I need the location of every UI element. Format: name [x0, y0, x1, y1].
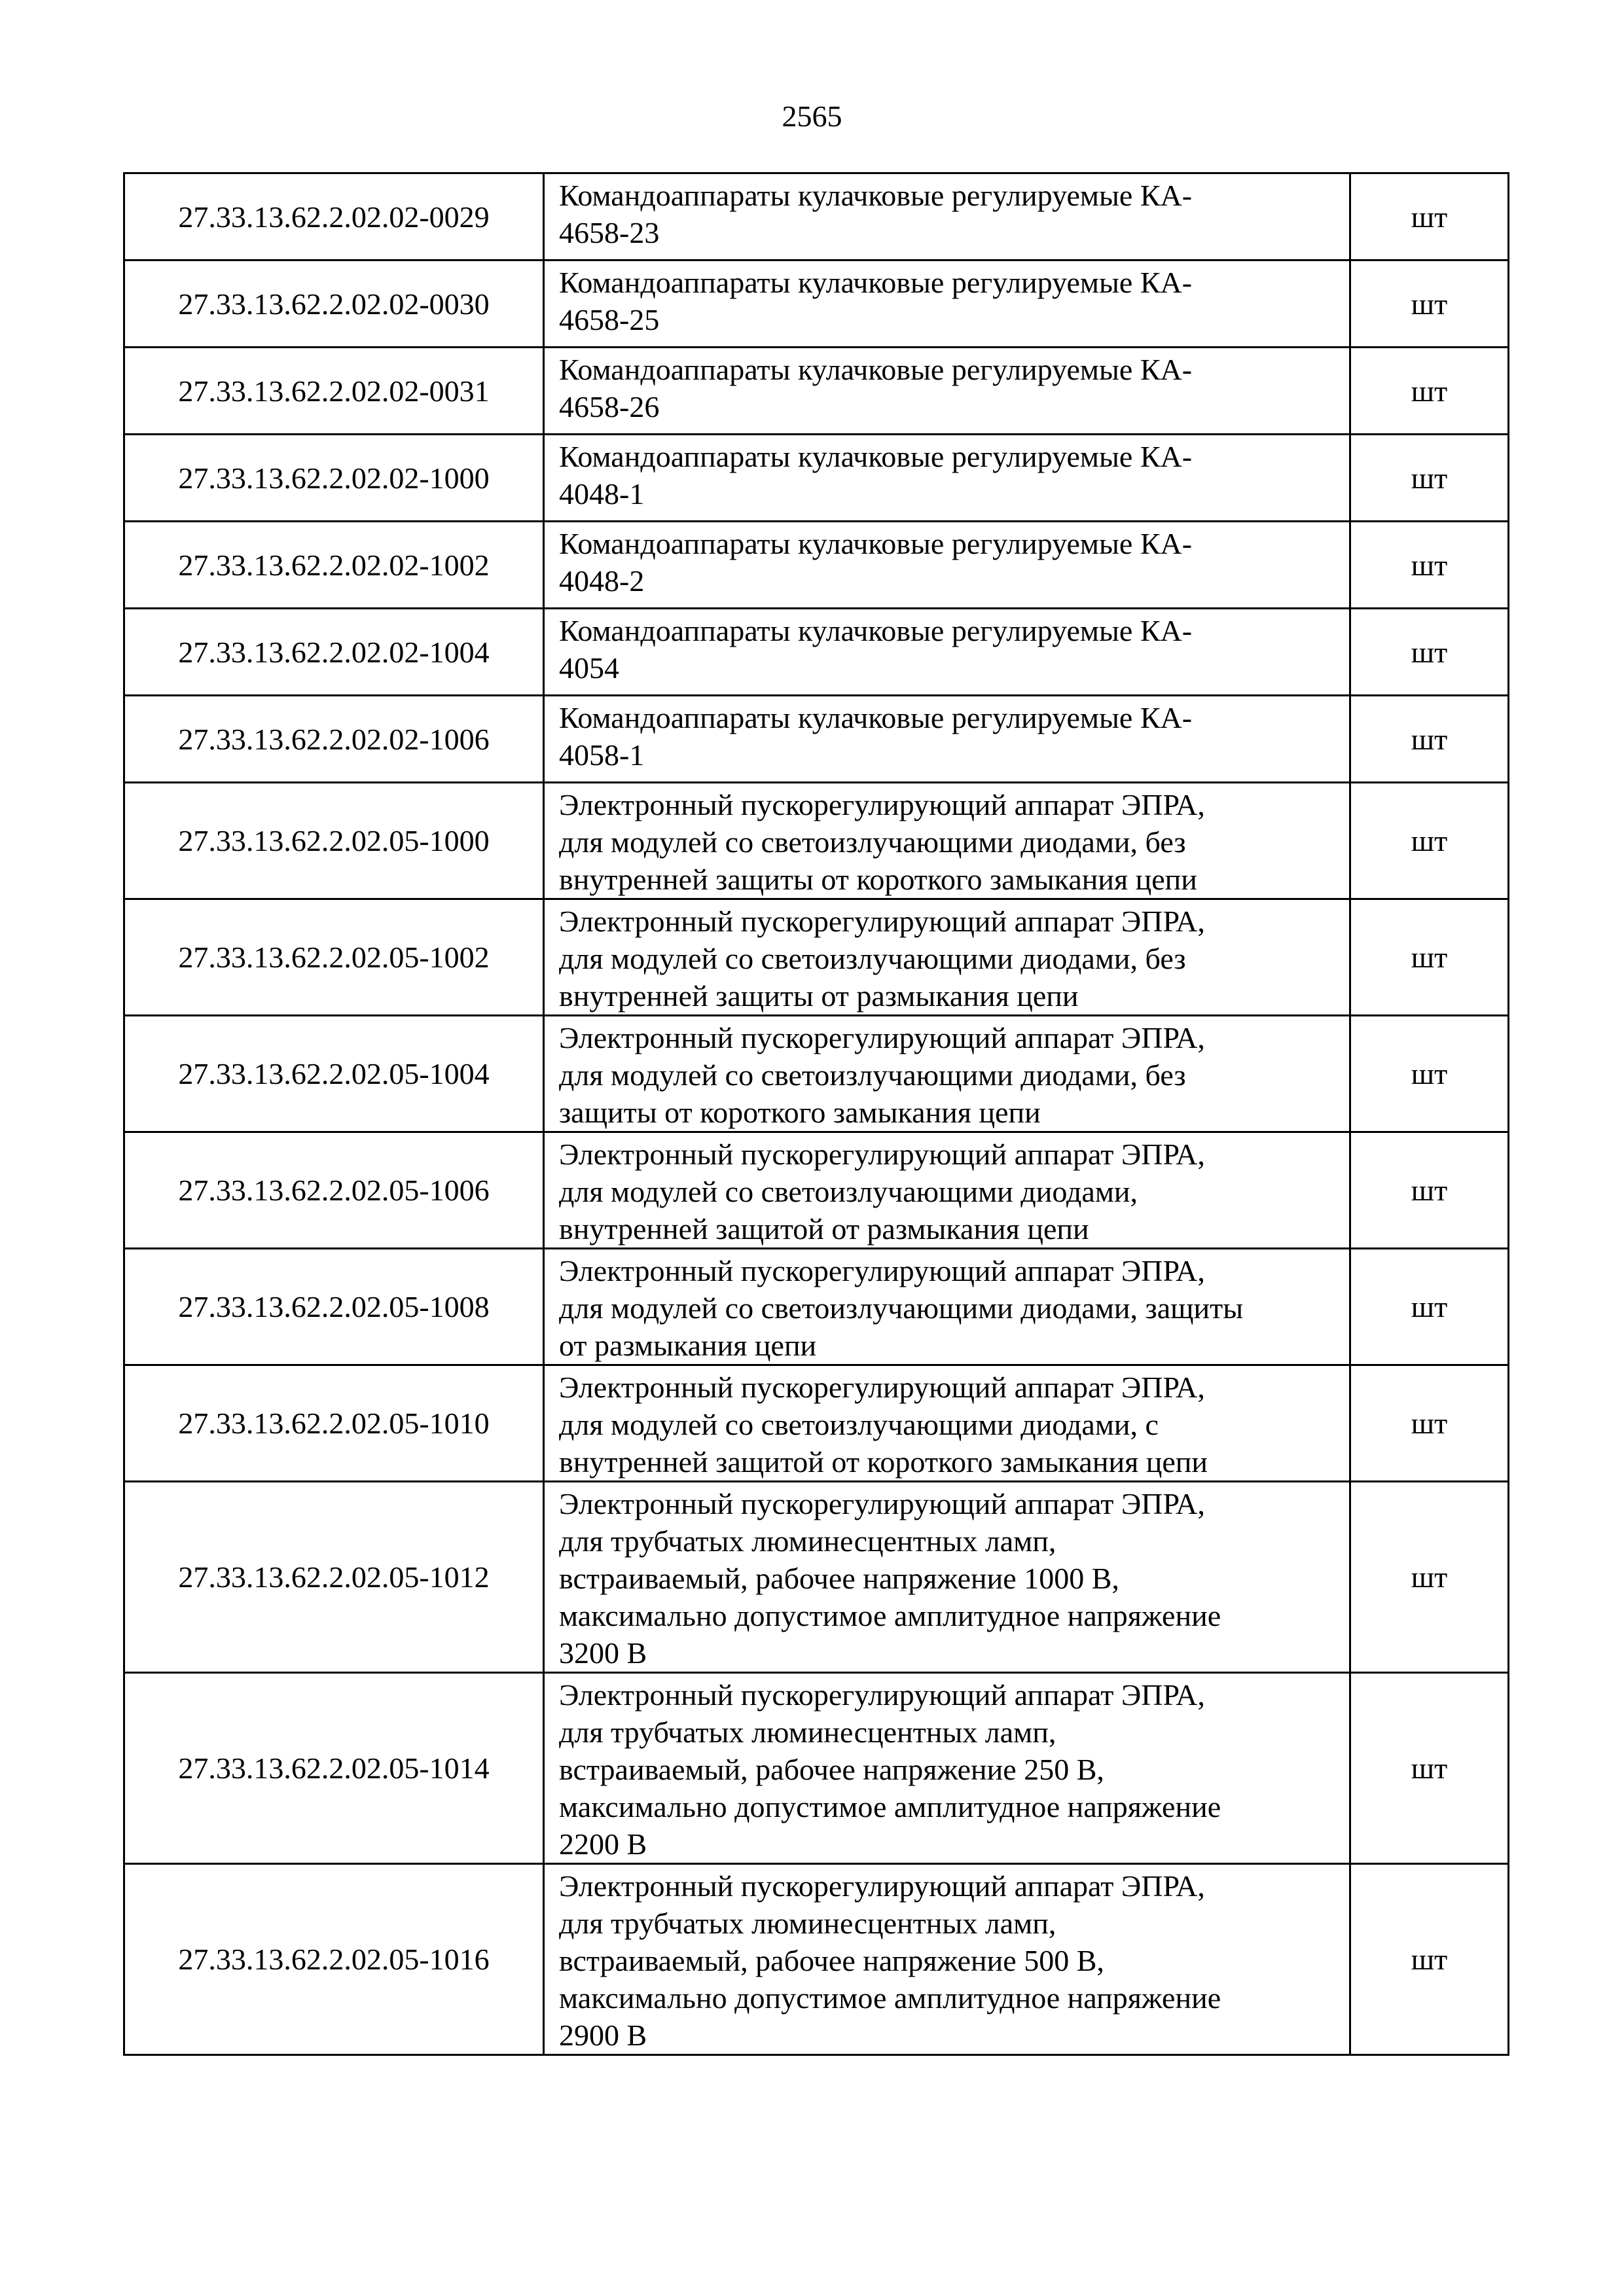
resource-codes-table [123, 172, 1509, 2056]
description-line: Электронный пускорегулирующий аппарат ЭПРА, [559, 1021, 1205, 1054]
description-line: максимально допустимое амплитудное напряжение [559, 1981, 1221, 2015]
code-cell: 27.33.13.62.2.02.05-1004 [124, 1016, 544, 1132]
description-cell [544, 609, 1350, 696]
unit-cell: шт [1350, 609, 1509, 696]
table-row [124, 899, 1509, 1016]
unit-cell: шт [1350, 1132, 1509, 1249]
code-cell: 27.33.13.62.2.02.05-1010 [124, 1365, 544, 1482]
table-row [124, 348, 1509, 435]
description-line: 4658-25 [559, 303, 660, 336]
table-row [124, 260, 1509, 348]
code-cell: 27.33.13.62.2.02.02-1006 [124, 696, 544, 783]
description-line: 4054 [559, 651, 619, 685]
table-row [124, 609, 1509, 696]
table-row [124, 522, 1509, 609]
description-line: для трубчатых люминесцентных ламп, [559, 1907, 1056, 1940]
description-line: встраиваемый, рабочее напряжение 500 В, [559, 1944, 1104, 1977]
description-line: Электронный пускорегулирующий аппарат ЭПРА, [559, 788, 1205, 821]
table-row [124, 1482, 1509, 1673]
description-line: Электронный пускорегулирующий аппарат ЭПРА, [559, 1371, 1205, 1404]
table-row [124, 696, 1509, 783]
description-line: Командоаппараты кулачковые регулируемые КА- [559, 353, 1193, 386]
description-cell [544, 1482, 1350, 1673]
unit-cell: шт [1350, 696, 1509, 783]
unit-cell: шт [1350, 1249, 1509, 1365]
description-cell [544, 783, 1350, 899]
description-cell [544, 1864, 1350, 2055]
code-cell: 27.33.13.62.2.02.05-1014 [124, 1673, 544, 1864]
description-line: Командоаппараты кулачковые регулируемые КА- [559, 701, 1193, 734]
description-cell [544, 696, 1350, 783]
description-line: Электронный пускорегулирующий аппарат ЭПРА, [559, 1487, 1205, 1520]
description-line: Электронный пускорегулирующий аппарат ЭПРА, [559, 1138, 1205, 1171]
description-line: 2200 В [559, 1827, 647, 1861]
description-line: 4658-26 [559, 390, 660, 423]
description-line: Электронный пускорегулирующий аппарат ЭПРА, [559, 1678, 1205, 1712]
unit-cell: шт [1350, 522, 1509, 609]
description-line: 4658-23 [559, 216, 660, 249]
unit-cell: шт [1350, 1864, 1509, 2055]
table-row [124, 783, 1509, 899]
description-cell [544, 435, 1350, 522]
table-row [124, 435, 1509, 522]
description-line: для модулей со светоизлучающими диодами, защиты [559, 1291, 1244, 1325]
description-line: Командоаппараты кулачковые регулируемые КА- [559, 527, 1193, 560]
description-cell [544, 522, 1350, 609]
description-line: 4048-2 [559, 564, 645, 598]
code-cell: 27.33.13.62.2.02.05-1016 [124, 1864, 544, 2055]
code-cell: 27.33.13.62.2.02.02-1000 [124, 435, 544, 522]
description-line: 2900 В [559, 2018, 647, 2052]
table-row [124, 1132, 1509, 1249]
description-line: защиты от короткого замыкания цепи [559, 1096, 1041, 1129]
code-cell: 27.33.13.62.2.02.02-0029 [124, 173, 544, 260]
description-line: 4058-1 [559, 738, 645, 772]
code-cell: 27.33.13.62.2.02.02-0031 [124, 348, 544, 435]
code-cell: 27.33.13.62.2.02.05-1006 [124, 1132, 544, 1249]
code-cell: 27.33.13.62.2.02.02-1004 [124, 609, 544, 696]
code-cell: 27.33.13.62.2.02.05-1002 [124, 899, 544, 1016]
description-line: Командоаппараты кулачковые регулируемые КА- [559, 179, 1193, 212]
unit-cell: шт [1350, 1482, 1509, 1673]
unit-cell: шт [1350, 260, 1509, 348]
table-row [124, 1864, 1509, 2055]
description-cell [544, 1673, 1350, 1864]
table-row [124, 1365, 1509, 1482]
description-line: для модулей со светоизлучающими диодами, без [559, 1058, 1186, 1092]
description-cell [544, 1016, 1350, 1132]
description-line: для трубчатых люминесцентных ламп, [559, 1524, 1056, 1558]
code-cell: 27.33.13.62.2.02.02-0030 [124, 260, 544, 348]
description-cell [544, 1249, 1350, 1365]
unit-cell: шт [1350, 783, 1509, 899]
table-row [124, 1673, 1509, 1864]
description-line: Электронный пускорегулирующий аппарат ЭПРА, [559, 1254, 1205, 1287]
description-line: максимально допустимое амплитудное напряжение [559, 1599, 1221, 1632]
unit-cell: шт [1350, 435, 1509, 522]
description-cell [544, 899, 1350, 1016]
unit-cell: шт [1350, 899, 1509, 1016]
table-row [124, 1016, 1509, 1132]
description-line: внутренней защитой от короткого замыкания цепи [559, 1445, 1208, 1479]
code-cell: 27.33.13.62.2.02.05-1000 [124, 783, 544, 899]
description-line: внутренней защитой от размыкания цепи [559, 1212, 1089, 1246]
description-line: 4048-1 [559, 477, 645, 511]
unit-cell: шт [1350, 1365, 1509, 1482]
description-line: Командоаппараты кулачковые регулируемые КА- [559, 266, 1193, 299]
description-line: встраиваемый, рабочее напряжение 250 В, [559, 1753, 1104, 1786]
table-body [124, 173, 1509, 2055]
description-line: для модулей со светоизлучающими диодами, с [559, 1408, 1159, 1441]
description-line: максимально допустимое амплитудное напряжение [559, 1790, 1221, 1823]
unit-cell: шт [1350, 173, 1509, 260]
description-cell [544, 1365, 1350, 1482]
description-line: для модулей со светоизлучающими диодами, без [559, 942, 1186, 975]
description-line: внутренней защиты от короткого замыкания цепи [559, 863, 1197, 896]
table-row [124, 1249, 1509, 1365]
description-cell [544, 260, 1350, 348]
description-line: для модулей со светоизлучающими диодами, без [559, 825, 1186, 859]
description-cell [544, 1132, 1350, 1249]
description-line: Электронный пускорегулирующий аппарат ЭПРА, [559, 905, 1205, 938]
description-line: Командоаппараты кулачковые регулируемые КА- [559, 614, 1193, 647]
page-number: 2565 [782, 99, 842, 133]
table-row [124, 173, 1509, 260]
description-line: внутренней защиты от размыкания цепи [559, 979, 1079, 1013]
code-cell: 27.33.13.62.2.02.05-1008 [124, 1249, 544, 1365]
description-line: от размыкания цепи [559, 1329, 817, 1362]
description-line: встраиваемый, рабочее напряжение 1000 В, [559, 1562, 1119, 1595]
description-cell [544, 173, 1350, 260]
description-line: для трубчатых люминесцентных ламп, [559, 1715, 1056, 1749]
description-line: Командоаппараты кулачковые регулируемые КА- [559, 440, 1193, 473]
description-cell [544, 348, 1350, 435]
unit-cell: шт [1350, 348, 1509, 435]
code-cell: 27.33.13.62.2.02.05-1012 [124, 1482, 544, 1673]
description-line: 3200 В [559, 1636, 647, 1670]
unit-cell: шт [1350, 1673, 1509, 1864]
code-cell: 27.33.13.62.2.02.02-1002 [124, 522, 544, 609]
description-line: Электронный пускорегулирующий аппарат ЭПРА, [559, 1869, 1205, 1903]
description-line: для модулей со светоизлучающими диодами, [559, 1175, 1138, 1208]
unit-cell: шт [1350, 1016, 1509, 1132]
